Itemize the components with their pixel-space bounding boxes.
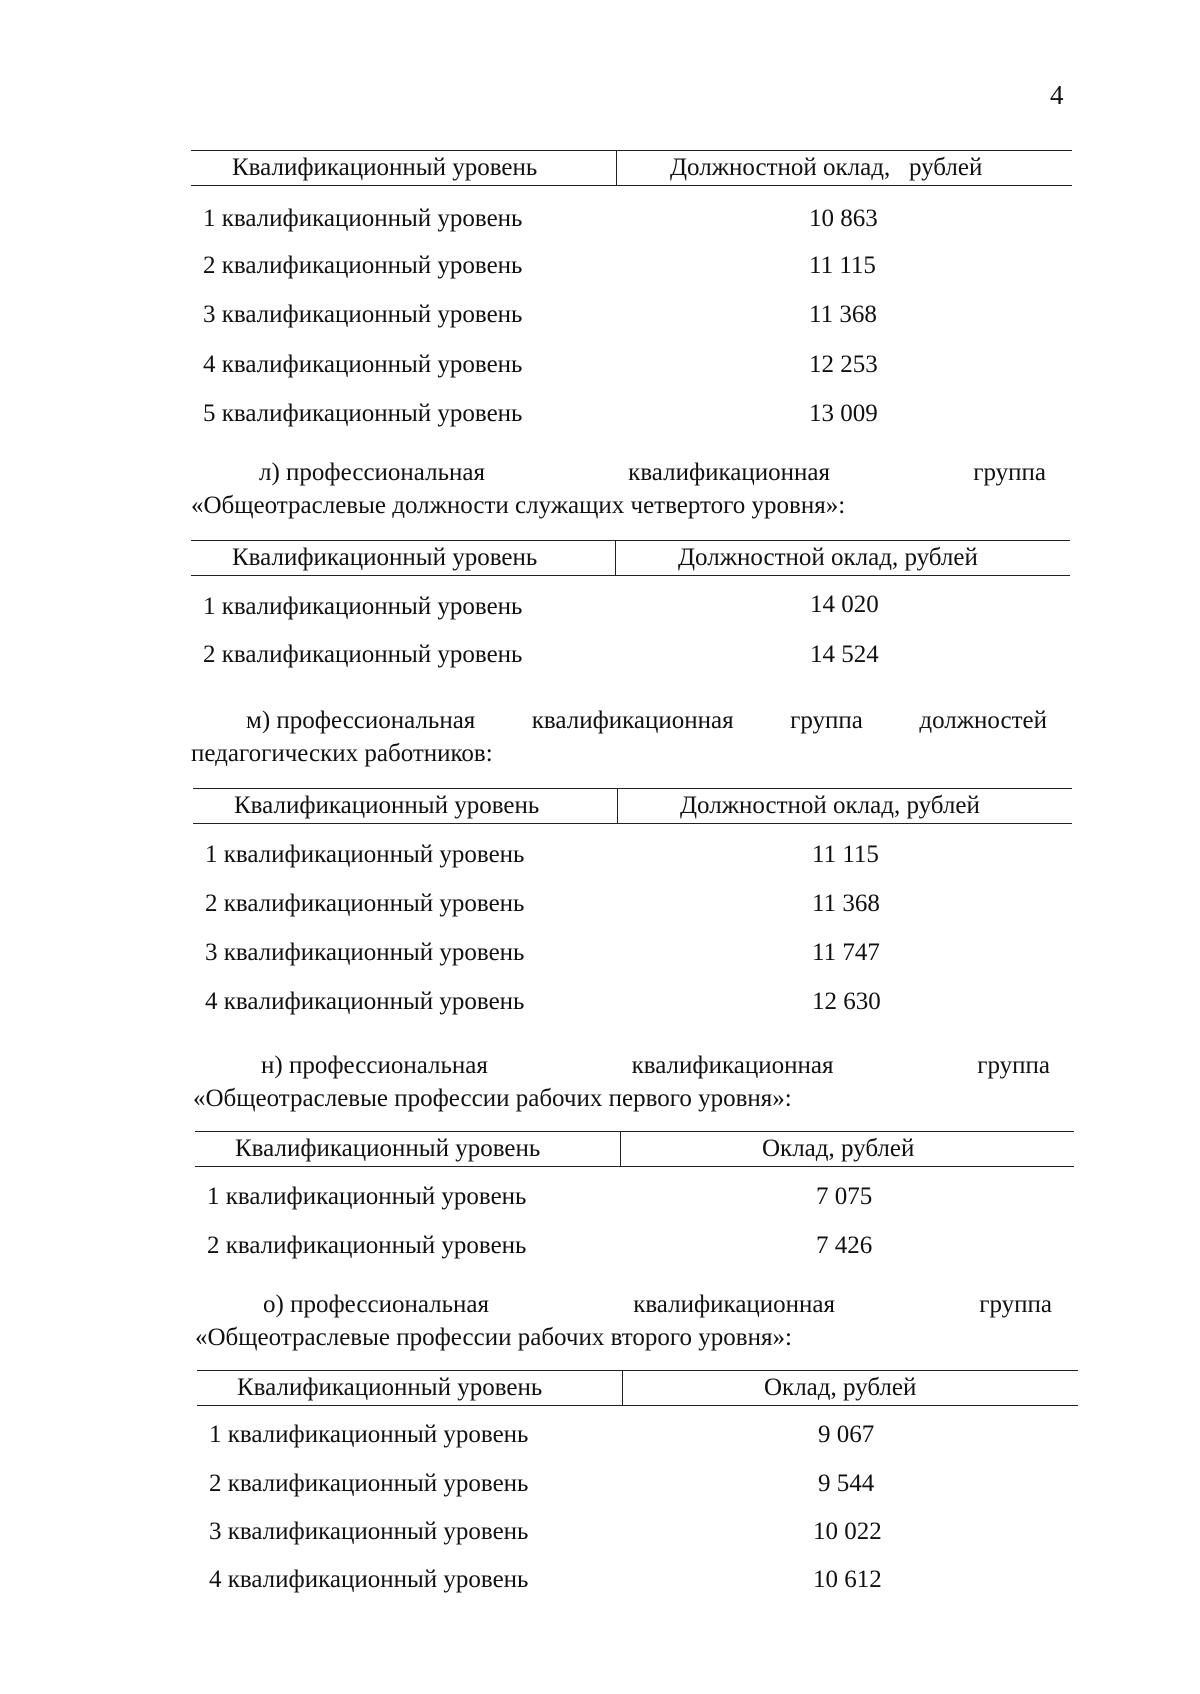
heading-word: группа [973, 459, 1046, 486]
table-row-level: 2 квалификационный уровень [205, 890, 525, 917]
header-salary: Оклад, рублей [762, 1135, 915, 1162]
table-row-level: 2 квалификационный уровень [203, 252, 523, 279]
group-heading-m [191, 704, 1047, 770]
table-row-value: 7 075 [816, 1183, 873, 1210]
table-header [195, 1131, 1074, 1167]
heading-line-1 [191, 456, 1046, 489]
column-separator [617, 789, 618, 823]
table-header [191, 540, 1070, 576]
heading-word: должностей [919, 707, 1047, 734]
salary-table-5 [197, 1370, 1078, 1610]
heading-line-1 [193, 1049, 1050, 1082]
heading-line-1 [191, 704, 1047, 737]
heading-word: квалификационная [631, 1052, 834, 1079]
column-separator [616, 151, 617, 185]
table-header [193, 788, 1072, 824]
header-level: Квалификационный уровень [232, 154, 538, 181]
heading-line-2: «Общеотраслевые должности служащих четвертого уровня»: [191, 492, 846, 519]
table-header [197, 1370, 1078, 1406]
table-row-level: 3 квалификационный уровень [209, 1518, 529, 1545]
table-header [191, 150, 1072, 186]
table-row-value: 14 020 [810, 591, 879, 618]
table-row-level: 5 квалификационный уровень [203, 400, 523, 427]
table-row-value: 12 630 [812, 988, 881, 1015]
table-row-level: 1 квалификационный уровень [203, 205, 523, 232]
heading-word: группа [979, 1291, 1052, 1318]
heading-line-1 [195, 1288, 1052, 1321]
header-salary: Оклад, рублей [764, 1374, 917, 1401]
table-row-level: 2 квалификационный уровень [209, 1470, 529, 1497]
heading-word: м) профессиональная [246, 707, 476, 734]
group-heading-n [193, 1049, 1050, 1115]
header-level: Квалификационный уровень [232, 544, 538, 571]
table-row-value: 11 115 [812, 841, 879, 868]
table-row-value: 11 368 [809, 301, 877, 328]
table-row-value: 10 022 [813, 1518, 882, 1545]
table-row-level: 4 квалификационный уровень [203, 351, 523, 378]
heading-word: о) профессиональная [263, 1291, 489, 1318]
header-salary: Должностной оклад, рублей [670, 154, 983, 181]
group-heading-o [195, 1288, 1052, 1354]
table-row-value: 9 067 [818, 1421, 875, 1448]
table-row-level: 4 квалификационный уровень [209, 1566, 529, 1593]
heading-word: н) профессиональная [261, 1052, 488, 1079]
column-separator [622, 1371, 623, 1405]
header-salary: Должностной оклад, рублей [680, 792, 980, 819]
page-number: 4 [1050, 80, 1064, 110]
table-row-value: 11 368 [812, 890, 880, 917]
header-level: Квалификационный уровень [235, 1135, 541, 1162]
heading-line-2: «Общеотраслевые профессии рабочих первого уровня»: [193, 1085, 792, 1112]
table-row-level: 3 квалификационный уровень [205, 939, 525, 966]
column-separator [615, 541, 616, 575]
heading-word: группа [977, 1052, 1050, 1079]
table-row-level: 3 квалификационный уровень [203, 301, 523, 328]
salary-table-2 [191, 540, 1070, 680]
heading-line-2: «Общеотраслевые профессии рабочих второго уровня»: [195, 1324, 792, 1351]
heading-word: л) профессиональная [259, 459, 485, 486]
salary-table-3 [193, 788, 1072, 1028]
table-row-value: 11 747 [812, 939, 880, 966]
column-separator [620, 1132, 621, 1166]
table-row-value: 14 524 [810, 641, 879, 668]
heading-word: квалификационная [628, 459, 831, 486]
table-row-value: 7 426 [816, 1232, 873, 1259]
table-row-value: 10 612 [813, 1566, 882, 1593]
table-row-value: 13 009 [809, 400, 878, 427]
table-row-level: 1 квалификационный уровень [203, 593, 523, 620]
header-level: Квалификационный уровень [237, 1374, 543, 1401]
salary-table-4 [195, 1131, 1074, 1271]
table-row-value: 11 115 [809, 252, 876, 279]
heading-word: группа [790, 707, 863, 734]
table-row-value: 10 863 [809, 205, 878, 232]
heading-word: квалификационная [633, 1291, 836, 1318]
table-row-level: 1 квалификационный уровень [209, 1421, 529, 1448]
salary-table-1 [191, 150, 1072, 430]
table-row-level: 1 квалификационный уровень [207, 1183, 527, 1210]
group-heading-l [191, 456, 1046, 522]
table-row-value: 12 253 [809, 351, 878, 378]
heading-word: квалификационная [531, 707, 734, 734]
heading-line-2: педагогических работников: [191, 740, 493, 767]
table-row-level: 4 квалификационный уровень [205, 988, 525, 1015]
table-row-level: 2 квалификационный уровень [203, 641, 523, 668]
header-level: Квалификационный уровень [234, 792, 540, 819]
table-row-level: 1 квалификационный уровень [205, 841, 525, 868]
header-salary: Должностной оклад, рублей [678, 544, 978, 571]
table-row-value: 9 544 [818, 1470, 875, 1497]
table-row-level: 2 квалификационный уровень [207, 1232, 527, 1259]
